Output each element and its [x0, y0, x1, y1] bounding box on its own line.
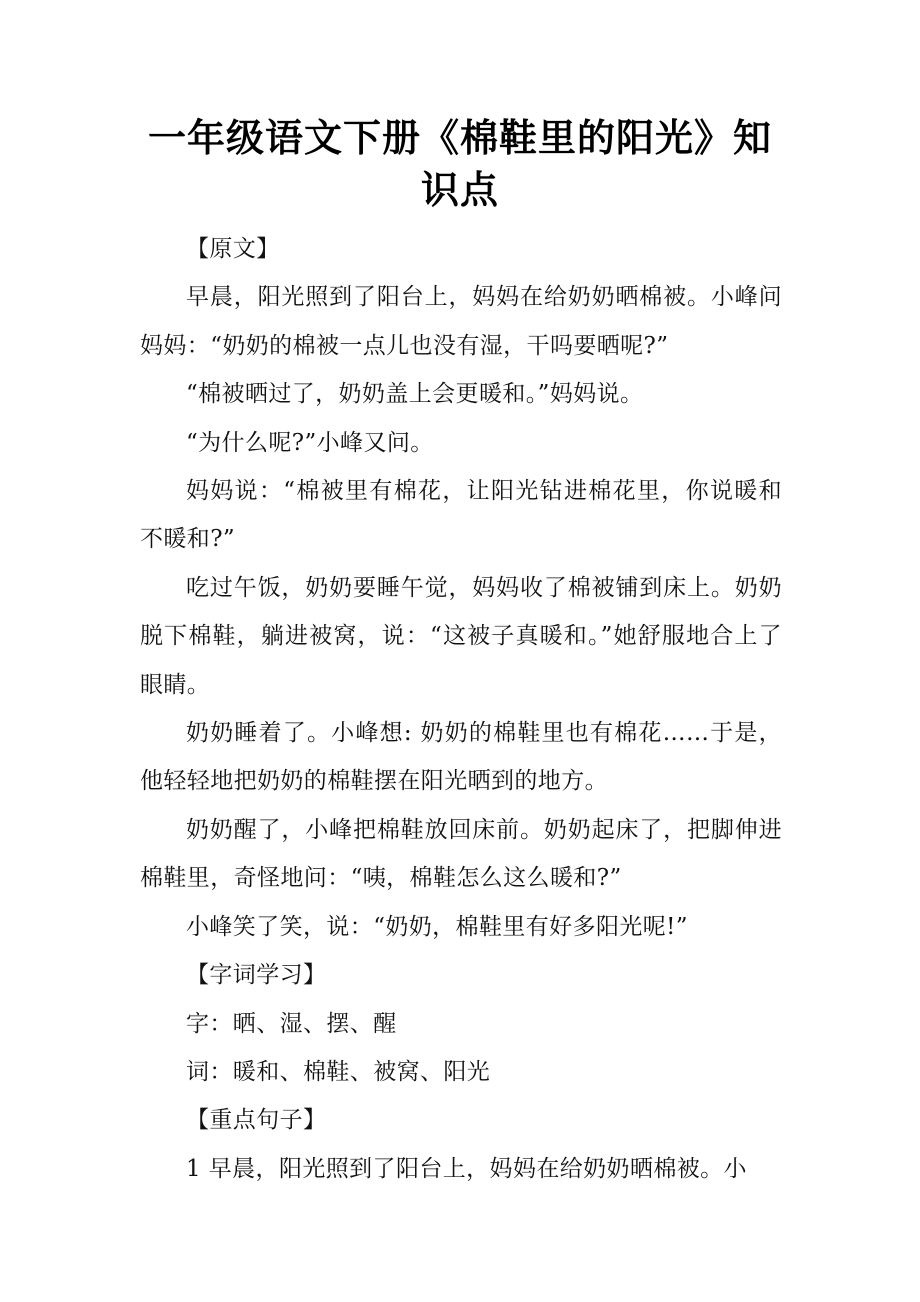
paragraph: “为什么呢?”小峰又问。: [186, 429, 434, 456]
paragraph: 奶奶睡着了。小峰想: 奶奶的棉鞋里也有棉花……于是，他轻轻地把奶奶的棉鞋摆在阳光晒到的地方。: [140, 720, 782, 795]
section-heading-key-sentences: 【重点句子】: [186, 1107, 327, 1134]
paragraph: “棉被晒过了，奶奶盖上会更暖和。”妈妈说。: [186, 381, 644, 408]
section-heading-vocabulary: 【字词学习】: [186, 962, 327, 989]
paragraph: 妈妈说：“棉被里有棉花，让阳光钻进棉花里，你说暖和不暖和?”: [140, 478, 782, 553]
vocabulary-characters: 字：晒、湿、摆、醒: [186, 1010, 397, 1037]
key-sentence-item: 1 早晨，阳光照到了阳台上，妈妈在给奶奶晒棉被。小: [186, 1155, 747, 1182]
paragraph: 吃过午饭，奶奶要睡午觉，妈妈收了棉被铺到床上。奶奶脱下棉鞋，躺进被窝，说：“这被子真暖和。”她舒服地合上了眼睛。: [140, 574, 782, 698]
paragraph: 小峰笑了笑，说：“奶奶，棉鞋里有好多阳光呢!”: [186, 913, 688, 940]
document-title: 一年级语文下册《棉鞋里的阳光》知识点: [147, 116, 772, 212]
paragraph: 早晨，阳光照到了阳台上，妈妈在给奶奶晒棉被。小峰问妈妈：“奶奶的棉被一点儿也没有湿，干吗要晒呢?”: [140, 284, 782, 359]
document-body: [140, 225, 782, 1193]
section-heading-original-text: 【原文】: [186, 236, 280, 262]
vocabulary-words: 词：暖和、棉鞋、被窝、阳光: [186, 1058, 491, 1085]
paragraph: 奶奶醒了，小峰把棉鞋放回床前。奶奶起床了，把脚伸进棉鞋里，奇怪地问：“咦，棉鞋怎么这么暖和?”: [140, 816, 782, 892]
